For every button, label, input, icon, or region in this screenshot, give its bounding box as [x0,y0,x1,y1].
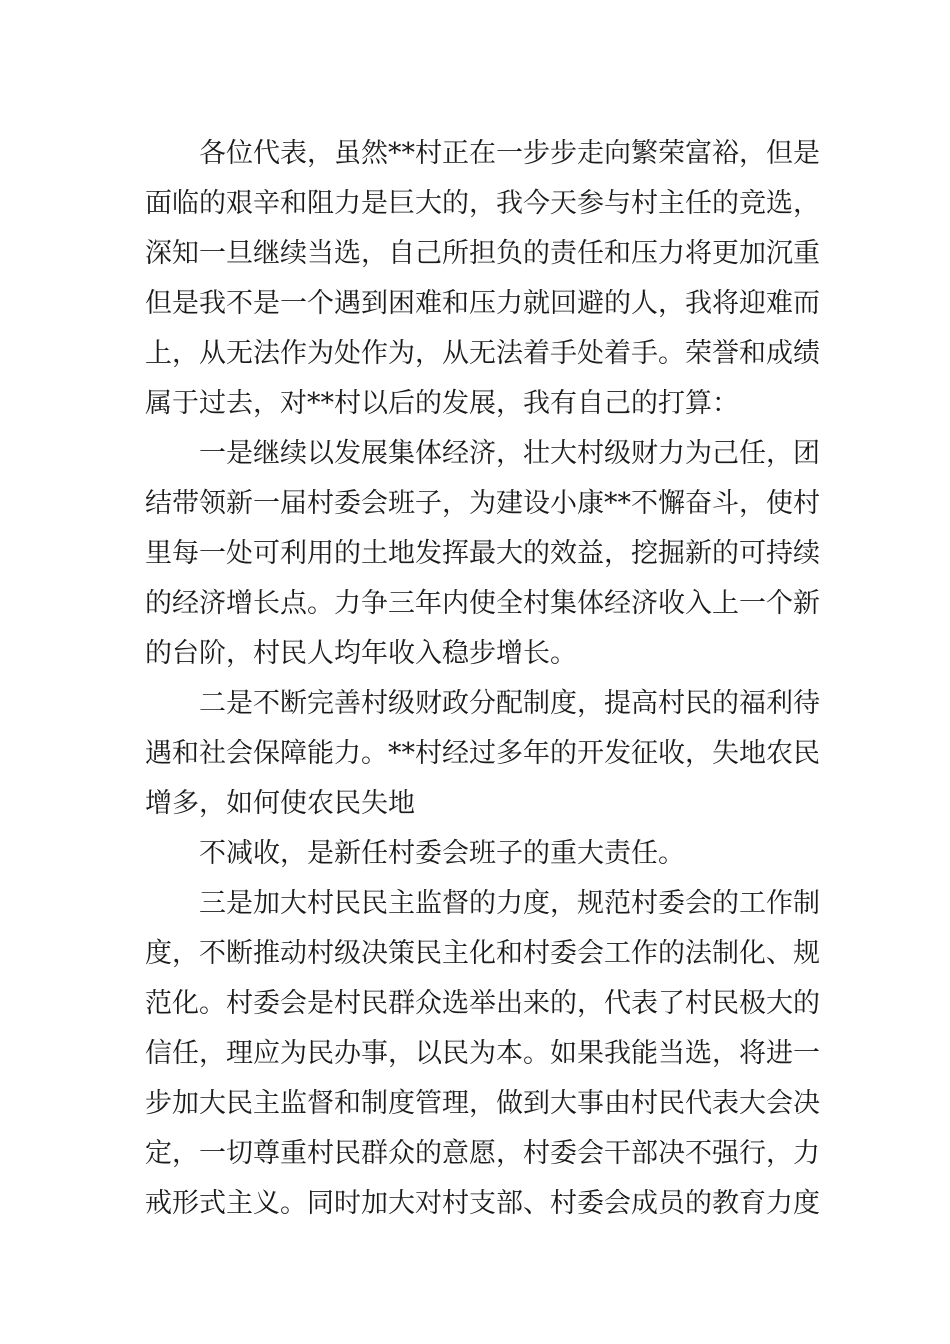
text-line: 里每一处可利用的土地发挥最大的效益，挖掘新的可持续 [145,538,820,569]
text-line: 不减收，是新任村委会班子的重大责任。 [199,838,685,869]
text-line: 的台阶，村民人均年收入稳步增长。 [145,638,577,669]
text-line: 属于过去，对**村以后的发展，我有自己的打算： [145,388,739,419]
text-line: 增多，如何使农民失地 [145,788,415,819]
text-line: 遇和社会保障能力。**村经过多年的开发征收，失地农民 [145,738,820,769]
text-line: 的经济增长点。力争三年内使全村集体经济收入上一个新 [145,588,820,619]
text-line: 各位代表，虽然**村正在一步步走向繁荣富裕，但是 [199,138,820,169]
text-line: 二是不断完善村级财政分配制度，提高村民的福利待 [199,688,820,719]
text-line: 步加大民主监督和制度管理，做到大事由村民代表大会决 [145,1088,820,1119]
text-line: 戒形式主义。同时加大对村支部、村委会成员的教育力度 [145,1188,820,1219]
text-line: 范化。村委会是村民群众选举出来的，代表了村民极大的 [145,988,820,1019]
text-line: 上，从无法作为处作为，从无法着手处着手。荣誉和成绩 [145,338,820,369]
text-line: 三是加大村民民主监督的力度，规范村委会的工作制 [199,888,820,919]
text-line: 度，不断推动村级决策民主化和村委会工作的法制化、规 [145,938,820,969]
text-line: 定，一切尊重村民群众的意愿，村委会干部决不强行，力 [145,1138,820,1169]
text-line: 深知一旦继续当选，自己所担负的责任和压力将更加沉重 [145,238,820,269]
text-line: 结带领新一届村委会班子，为建设小康**不懈奋斗，使村 [145,488,820,519]
text-line: 面临的艰辛和阻力是巨大的，我今天参与村主任的竞选， [145,188,820,219]
text-line: 一是继续以发展集体经济，壮大村级财力为己任，团 [199,438,820,469]
text-line: 信任，理应为民办事，以民为本。如果我能当选，将进一 [145,1038,820,1069]
text-line: 但是我不是一个遇到困难和压力就回避的人，我将迎难而 [145,288,820,319]
